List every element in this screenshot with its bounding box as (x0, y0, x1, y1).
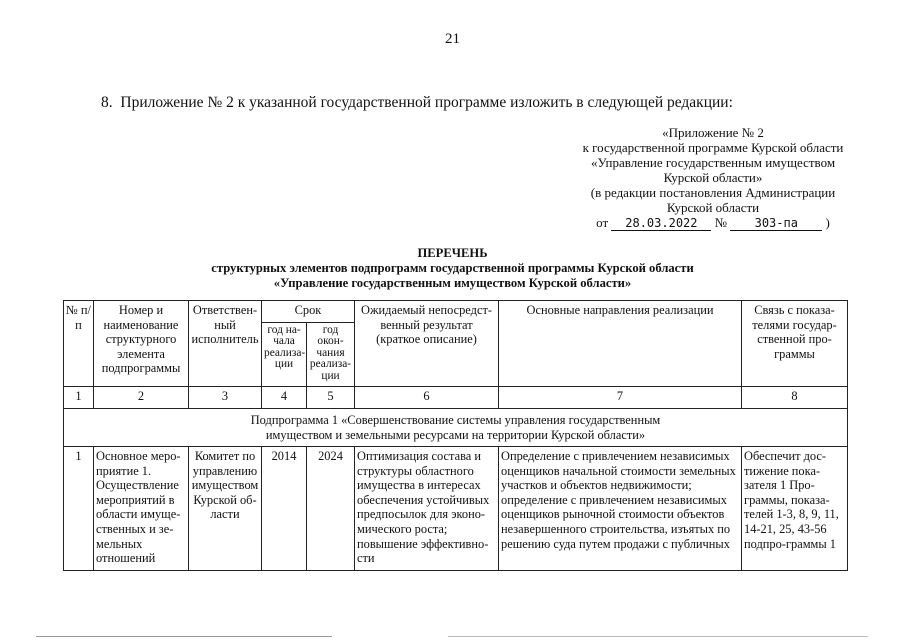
row-executor: Комитет по управлению имуществом Курской об-ласти (189, 447, 262, 571)
header-col-executor: Ответствен-ный исполнитель (189, 301, 262, 387)
subprogram-row (64, 409, 848, 447)
header-col-directions: Основные направления реализации (499, 301, 742, 387)
subprogram-title (64, 409, 848, 447)
appendix-line-4: Курской области» (663, 170, 763, 185)
column-numbers-row (64, 387, 848, 409)
scan-edge-line (448, 636, 868, 637)
column-number-cell: 5 (307, 387, 355, 409)
table-row (64, 447, 848, 571)
appendix-line-2: к государственной программе Курской области (582, 140, 844, 155)
header-col-result: Ожидаемый непосредст-венный результат (краткое описание) (355, 301, 499, 387)
appendix-line-1: «Приложение № 2 (662, 125, 764, 140)
row-directions: Определение с привлечением независимых оценщиков начальной стоимости земельных участков и объектов недвижимости; определение с привлечением независимых оценщиков рыночной стоимости объектов незавершенного строительства, изъятых по решению суда путем продажи с публичных (499, 447, 742, 571)
header-col-number: № п/п (64, 301, 94, 387)
number-label: № (714, 215, 728, 230)
header-col-link: Связь с показа-телями государ-ственной про-граммы (742, 301, 848, 387)
resolution-number: 303-па (730, 217, 822, 231)
subprogram-line-1: Подпрограмма 1 «Совершенствование системы управления государственным (250, 412, 661, 427)
column-number-cell: 6 (355, 387, 499, 409)
from-label: от (596, 215, 609, 230)
intro-item-number: 8. (101, 94, 113, 111)
page-number: 21 (445, 31, 460, 47)
header-col-element: Номер и наименование структурного элемента подпрограммы (94, 301, 189, 387)
appendix-resolution-ref (563, 215, 863, 231)
row-end-year: 2024 (307, 447, 355, 571)
appendix-line-5: (в редакции постановления Администрации (590, 185, 836, 200)
header-term: Срок (262, 301, 355, 323)
column-number-cell: 7 (499, 387, 742, 409)
scan-edge-line (36, 636, 332, 637)
column-number-cell: 3 (189, 387, 262, 409)
row-start-year: 2014 (262, 447, 307, 571)
appendix-line-6: Курской области (666, 200, 760, 215)
resolution-date: 28.03.2022 (611, 217, 711, 231)
table-header-row (64, 301, 848, 323)
title-line-1: ПЕРЕЧЕНЬ (417, 246, 488, 260)
header-col-start-year: год на-чала реализа-ции (262, 323, 307, 387)
header-col-end-year: год окон-чания реализа-ции (307, 323, 355, 387)
row-link: Обеспечит дос-тижение пока-зателя 1 Про-граммы, показа-телей 1-3, 8, 9, 11, 14-21, 25, 43-56 подпро-граммы 1 (742, 447, 848, 571)
intro-paragraph (101, 94, 733, 112)
structural-elements-table (63, 300, 848, 571)
row-element: Основное меро-приятие 1. Осуществление мероприятий в области имуще-ственных и зе-мельных отношений (94, 447, 189, 571)
title-line-3: «Управление государственным имуществом Курской области» (273, 276, 632, 290)
column-number-cell: 4 (262, 387, 307, 409)
column-number-cell: 1 (64, 387, 94, 409)
row-number: 1 (64, 447, 94, 571)
row-result: Оптимизация состава и структуры областного имущества в интересах обеспечения устойчивых предпосылок для эконо-мического роста; повышение эффективно-сти (355, 447, 499, 571)
appendix-line-3: «Управление государственным имуществом (590, 155, 836, 170)
title-line-2: структурных элементов подпрограмм государственной программы Курской области (211, 261, 694, 275)
intro-text: Приложение № 2 к указанной государственной программе изложить в следующей редакции: (120, 94, 733, 111)
closing-paren: ) (825, 215, 830, 230)
column-number-cell: 2 (94, 387, 189, 409)
subprogram-line-2: имуществом и земельными ресурсами на территории Курской области» (265, 427, 646, 442)
column-number-cell: 8 (742, 387, 848, 409)
